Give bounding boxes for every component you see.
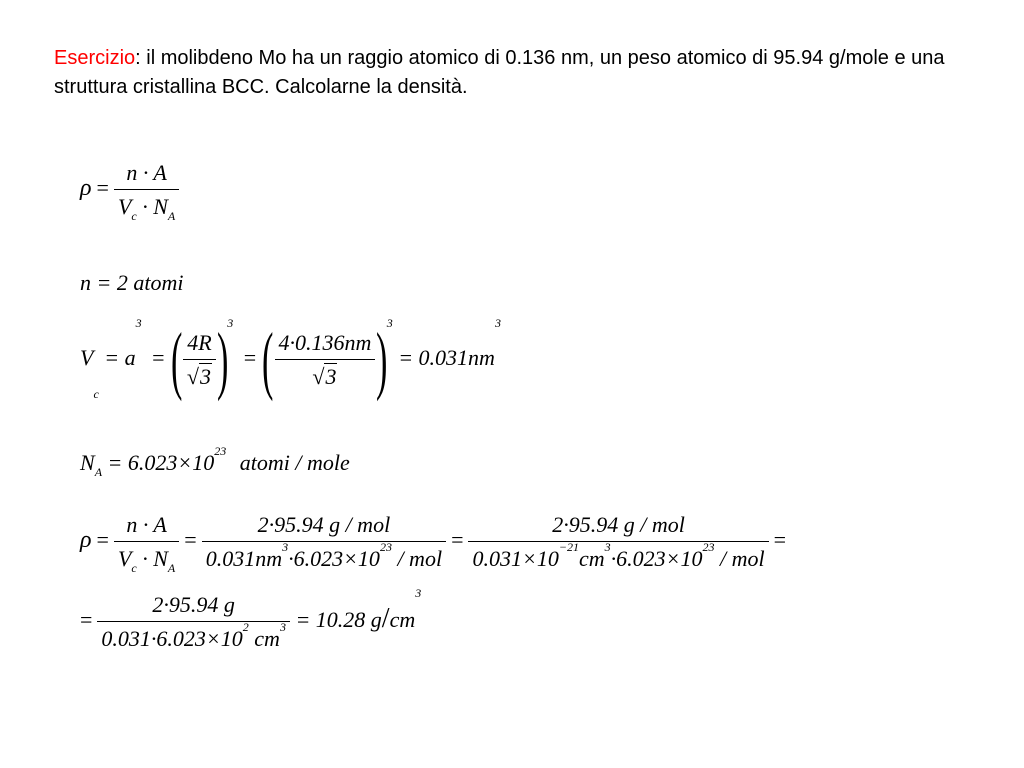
- volume-fraction-1: $\frac{4R}{√3}$: [183, 330, 216, 390]
- subst-fraction-3: $\frac{\text{2·95.94 g / mol}}{0.031\times 10^{-21}cm^3\cdot 6.023\times 10^{23} / mol}$: [468, 512, 768, 572]
- result-fraction: $\frac{2\cdot 95.94 g}{0.031\cdot 6.023\times 10^2 cm^3}$: [97, 592, 290, 652]
- atoms-per-cell: n = 2 atomi: [80, 270, 184, 295]
- density-substitution: ρ = $\frac{n \cdot A}{V_c \cdot N_A}$ = $\frac{\text{2·95.94 g / mol}}{0.031nm^3\cdot 6.023\times 10^{23} / mol}$ = $\frac{\text{2·95.94 g / mol}}{0.031\times 10^{-21}cm^3\cdot 6.023\times 10^{23} / mol}$ =: [80, 512, 787, 575]
- density-result: = $\frac{2\cdot 95.94 g}{0.031\cdot 6.023\times 10^2 cm^3}$ = 10.28 $g/cm^3$: [80, 586, 422, 651]
- density-fraction: [114, 160, 179, 223]
- subst-fraction-1: $\frac{n \cdot A}{V_c \cdot N_A}$: [114, 512, 179, 572]
- avogadro-equation: $N_A = 6.023\times 10^{23}$ atomi / mole: [80, 444, 350, 479]
- exercise-text: : il molibdeno Mo ha un raggio atomico di 0.136 nm, un peso atomico di 95.94 g/mole e una struttura cristallina BCC. Calcolarne la densità.: [54, 47, 945, 98]
- rho-symbol: ρ: [80, 175, 92, 202]
- volume-fraction-2: $\frac{4\cdot 0.136nm}{√3}$: [275, 330, 376, 390]
- exercise-statement: [54, 44, 974, 102]
- volume-result: = $0.031nm^3$: [398, 316, 501, 371]
- cell-volume-equation: $V_c = a^3$ =( $\frac{4R}{√3}$ )3 =( $\frac{4\cdot 0.136nm}{√3}$ )$3 = 0.031nm^3$: [80, 316, 501, 402]
- exercise-label: Esercizio: [54, 47, 136, 69]
- final-density: = 10.28 $g/cm^3$: [295, 586, 422, 635]
- density-numerator: n · A: [126, 160, 167, 185]
- subst-fraction-2: $\frac{\text{2·95.94 g / mol}}{0.031nm^3\cdot 6.023\times 10^{23} / mol}$: [202, 512, 446, 572]
- density-denominator: $V_c \cdot N_A$: [114, 189, 179, 220]
- density-formula: ρ = $\frac{n \cdot A}{V_c \cdot N_A}$: [80, 160, 179, 220]
- volume-a-cubed: = $a^3$: [104, 316, 142, 371]
